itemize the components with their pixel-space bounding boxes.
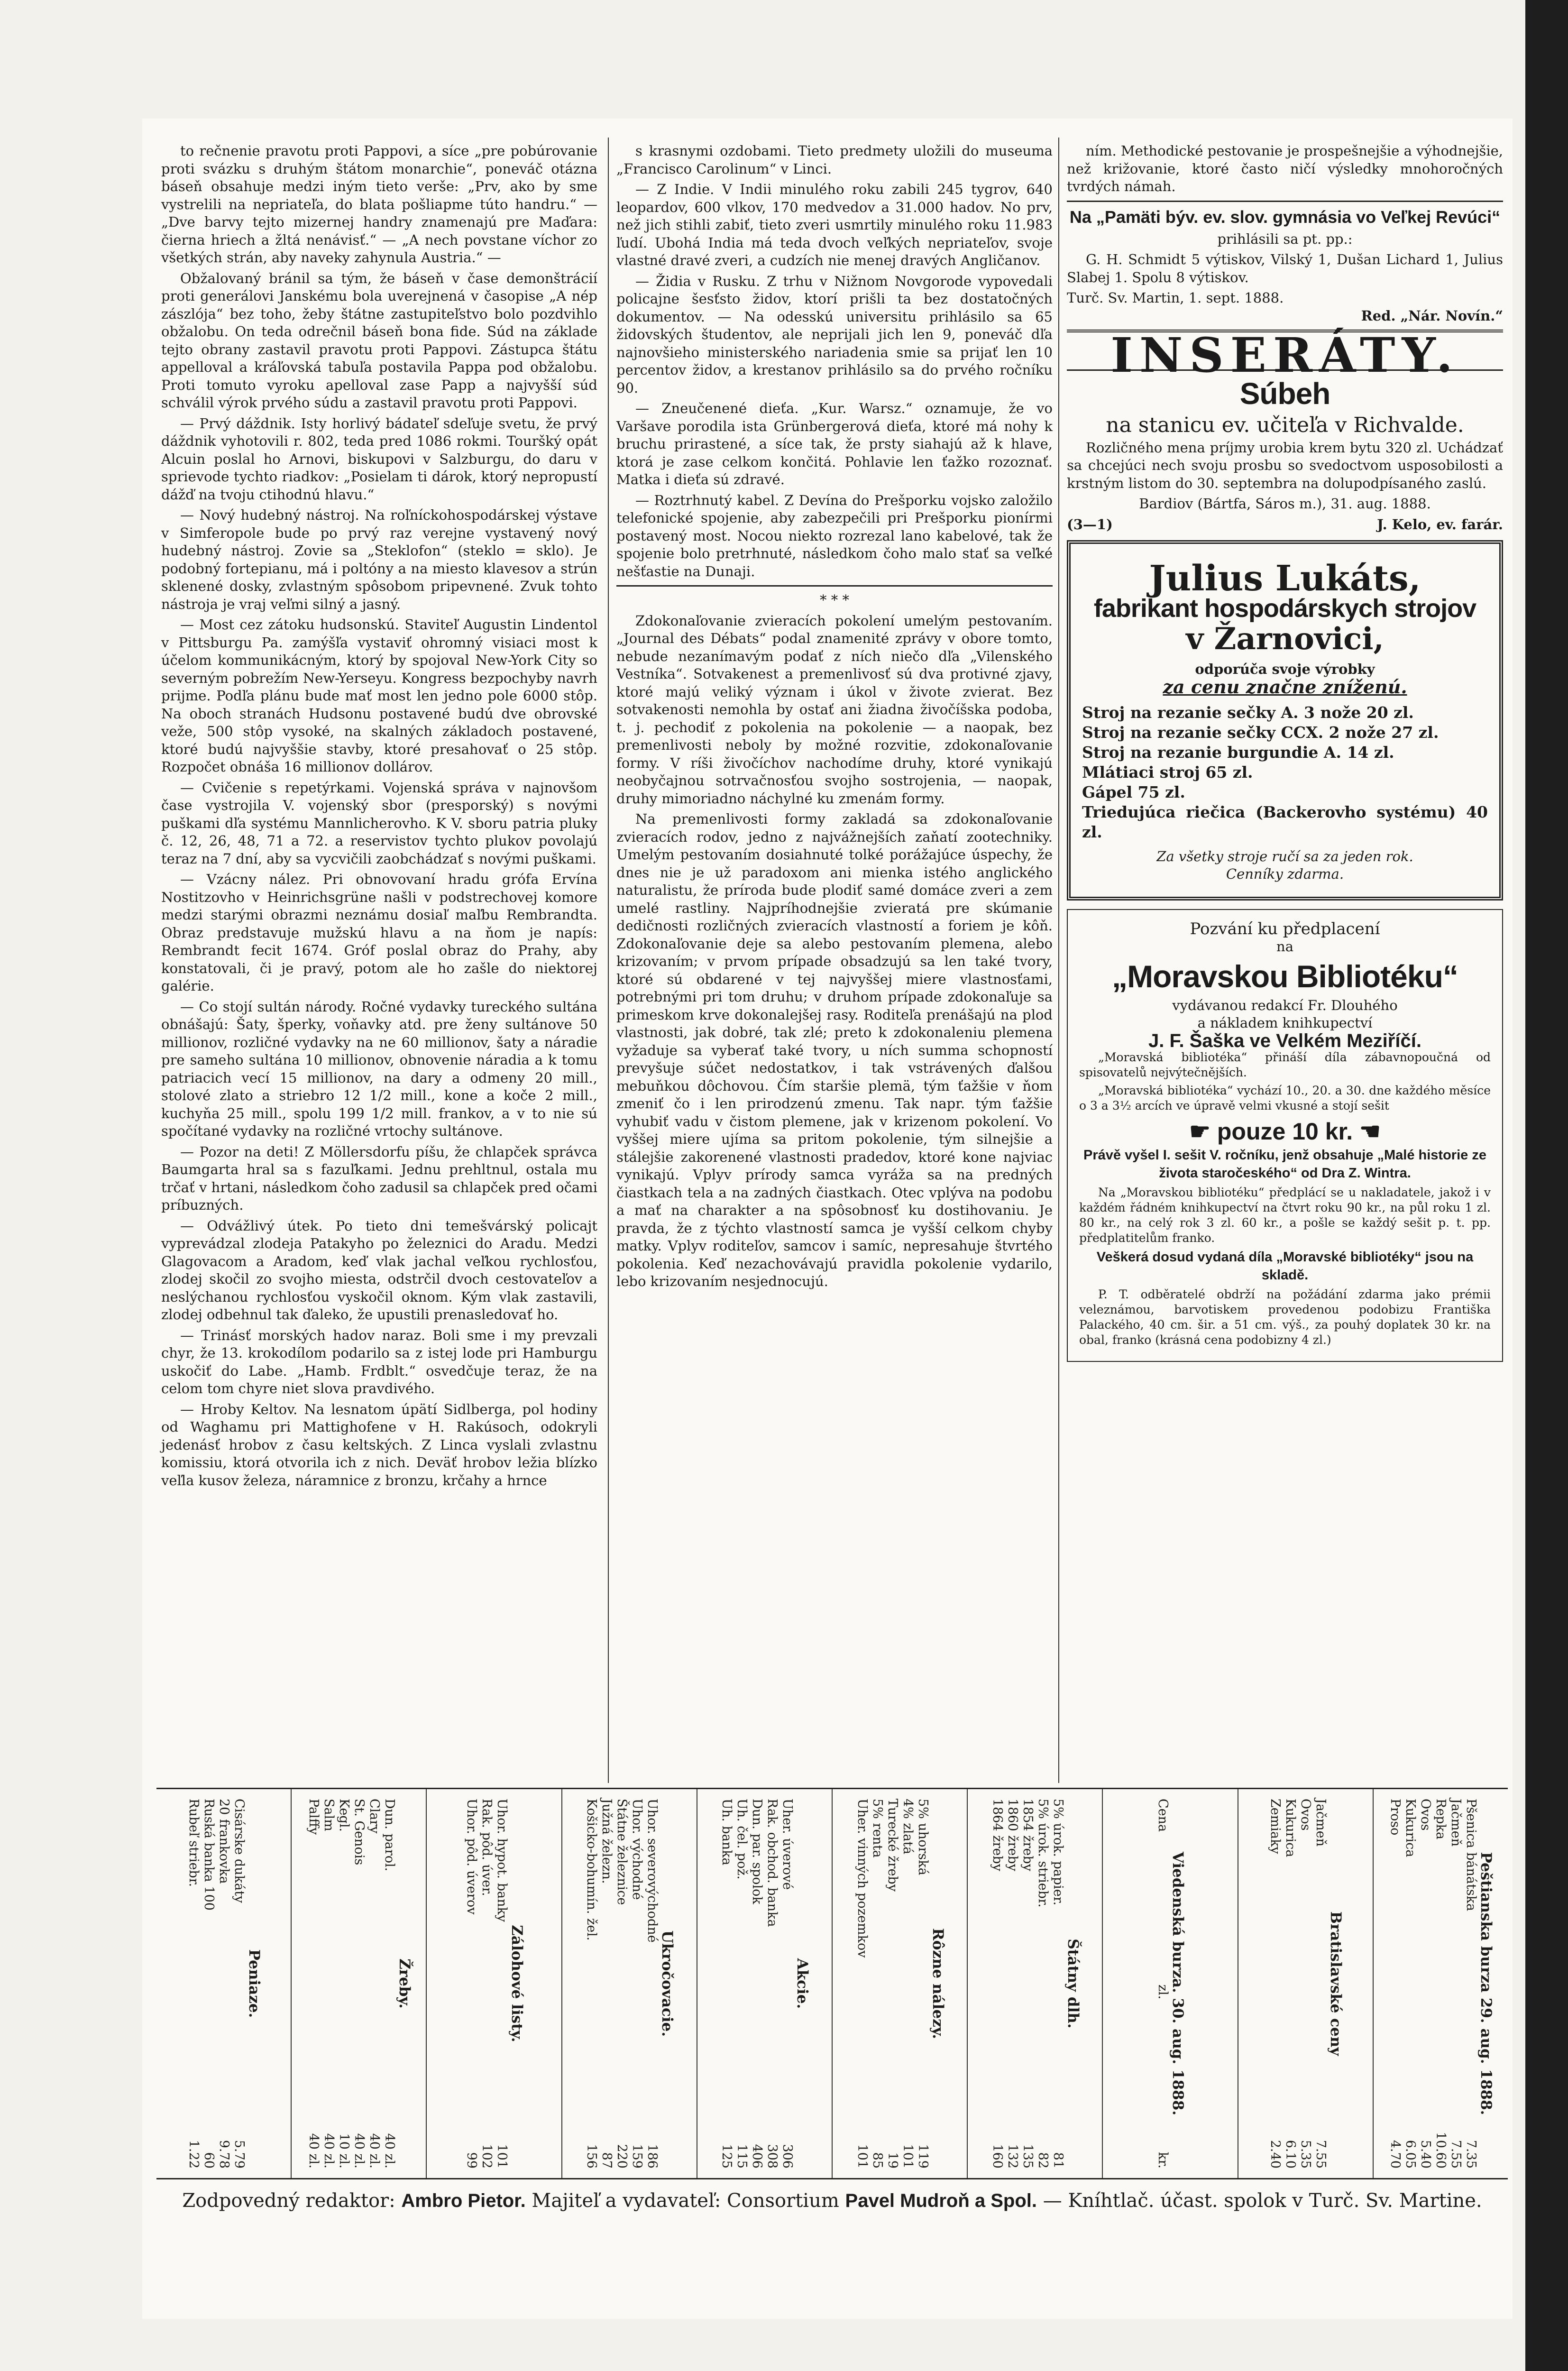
market-row-label: Zemiaky [1268,1799,1283,1854]
market-row-label: Rak. pôd. úver. [479,1799,494,1896]
market-row-value: 5.35 [1298,2140,1313,2169]
article-paragraph: to rečnenie pravotu proti Pappovi, a síce „pre pobúrovanie proti svázku s druhým štátom monarchie“, poneváč otázna báseň obsahuje medzi iným tieto verše: „Prv, ako by sme vystrelili na nepriateľa, do blata pošliapme túto handru.“ — „Dve barvy tejto mizernej handry znamenajú pre Maďara: čierna hriech a žltá nenávisť.“ — „A nech povstane víchor zo všetkých strán, aby naveky zahynula Austria.“ — [161,143,597,266]
section-rule [1067,201,1503,202]
market-table-title: Štátny dlh. [1064,1939,1082,2029]
market-table-title: Rôzne nálezy. [929,1928,946,2040]
market-table-title: Viedenská burza. 30. aug. 1888. [1169,1851,1187,2116]
market-row-value: 2.40 [1268,2140,1283,2169]
market-row-label: Ovos [1418,1799,1433,1831]
subeh-place: Bardiov (Bártfa, Sáros m.), 31. aug. 1888. [1139,496,1431,512]
market-row-label: Dun. parol. [382,1799,397,1872]
market-row-label: 1854 žreby [1020,1799,1035,1871]
lukats-item: Stroj na rezanie sečky CCX. 2 nože 27 zl. [1082,723,1439,742]
market-row-value: 132 [1005,2144,1020,2169]
market-table [1103,1789,1238,2178]
article-paragraph: — Trinásť morských hadov naraz. Boli sme i my prevzali chyr, že 13. krokodílom podarilo sa z istej lode pri Hamburgu uskočiť do Labe. „Hamb. Frdblt.“ osvedčuje teraz, že na celom tom chyre niet slova pravdivého. [161,1327,597,1397]
news-column-1 [161,142,597,1492]
lukats-name: Julius Lukáts, [1149,558,1421,599]
article-paragraph: — Most cez zátoku hudsonskú. Staviteľ Augustin Lindentol v Pittsburgu Pa. zamýšľa vystaviť ohromný visiaci most k účelom kommunikácným, ktorý by spojoval New-York City so severným pobrežím New-Yerseyu. Kongress bezpochyby navrh prijme. Podľa plánu bude mať most len jedno pole 6000 stôp. Na oboch stranách Hudsonu postavené budú dve obrovské veže, 500 stôp vysoké, na skalných základoch postavené, ktoré budú najvyššie stavby, ktoré presahovať o 25 stôp. Rozpočet obnáša 16 millionov dollárov. [161,616,597,775]
imprint-footer [156,2190,1508,2212]
market-row-label: Turecké žreby [885,1799,900,1892]
market-row-value: 135 [1020,2144,1035,2169]
article-paragraph: — Vzácny nález. Pri obnovovaní hradu grófa Ervína Nostitzovho v Heinrichsgrüne našli v podstrechovej komore medzi starými obrazmi neznámu dosiaľ maľbu Rembrandta. Obraz predstavuje mužskú hlavu a na ňom je napís: Rembrandt fecit 1674. Gróf poslal obraz do Prahy, aby konstatovali, či je pravý, potom ale ho zašle do niektorej galérie. [161,871,597,994]
article-paragraph: — Z Indie. V Indii minulého roku zabili 245 tygrov, 640 leopardov, 600 vlkov, 170 medvedov a 31.000 hadov. No prv, než jich stihli zabiť, tieto zveri usmrtily minulého roku 11.983 ľudí. Ubohá India má teda dvoch veľkých nepriateľov, svoje vlastné dravé zveri, a cudzích nie menej dravých Angličanov. [616,181,1053,268]
market-row-value: 101 [495,2144,509,2169]
market-table [697,1789,833,2178]
mb-publisher: a nákladem knihkupectví [1197,1015,1373,1031]
market-table-title: Žreby. [395,1958,413,2009]
market-table [1374,1789,1508,2178]
mb-paragraph: Na „Moravskou bibliotéku“ předplácí se u nakladatele, jakož i v každém řádném knihkupectví na čtvrt roku 90 kr., na půl roku 1 zl. 80 kr., na celý rok 3 zl. 60 kr., a pošle se každý sešit p. t. pp. předplatitelům franko. [1079,1186,1491,1245]
article-paragraph: s krasnymi ozdobami. Tieto predmety uložili do museuma „Francisco Carolinum“ v Linci. [616,143,1053,177]
footer-text: Majiteľ a vydavateľ: Consortium [532,2190,839,2212]
market-row-label: 5% úrok. striebr. [1035,1799,1050,1908]
market-row-value: 406 [750,2144,765,2169]
article-paragraph: — Roztrhnutý kabel. Z Devína do Prešporku vojsko založilo telefonické spojenie, aby zabezpečili pri Prešporku pionírmi postavený most. Nocou niekto rozrezal lano kabelové, tak že spojenie bolo pretrhnuté, následkom čoho malo stať sa veľké nešťastie na Dunaji. [616,492,1053,579]
gymnasium-notice-place: Turč. Sv. Martin, 1. sept. 1888. [1067,290,1284,306]
market-row-value: 7.55 [1449,2140,1464,2169]
market-row-label: 5% renta [870,1799,885,1858]
article-paragraph: Zdokonaľovanie zvieracích pokolení umelým pestovaním. „Journal des Débats“ podal znamenité zprávy v obore tomto, nebude nezanímavým podať z ních niečo dľa „Vilenského Vestníka“. Sotvakenest a premenlivosť sú dva protivné zjavy, ktoré majú veliký význam i úkol v živote zvierat. Bez sotvakenosti nemohla by ostať ani žiadna živočíšska podoba, t. j. pechodiť z pokolenia na pokolenie — a naopak, bez premenlivosti neboly by možné rozvitie, zdokonaľovanie formy. V ríši živočíchov nachodíme druhy, ktoré vynikajú neobyčajnou sotrvačnosťou svojho sostrojenia, — naopak, druhy mimoriadno náchylné ku zmenám formy. [616,612,1053,807]
market-row-label: zl. [1155,1984,1171,2000]
lukats-offer-1: odporúča svoje výrobky [1195,661,1375,677]
market-row-value: 6.05 [1403,2140,1418,2169]
market-row-value: 7.55 [1313,2140,1329,2169]
gymnasium-notice-sub: prihlásili sa pt. pp.: [1217,230,1353,247]
lukats-item: Gápel 75 zl. [1082,782,1185,801]
market-table [156,1789,292,2178]
market-row-value: 308 [765,2144,780,2169]
market-row-label: 1864 žreby [990,1799,1005,1871]
market-row-value: 119 [915,2144,930,2169]
market-row-value: 101 [854,2144,870,2169]
footer-text: — Kníhtlač. účast. spolok v Turč. Sv. Martine. [1043,2190,1482,2212]
market-row-value: 102 [479,2144,494,2169]
footer-editor: Ambro Pietor. [401,2190,526,2211]
market-row-value: 40 zl. [321,2133,336,2169]
market-row-value: 115 [734,2144,750,2169]
market-row-value: 40 zl. [367,2133,382,2169]
market-row-value: 10 zl. [336,2133,351,2169]
market-row-value: 4.70 [1388,2140,1403,2169]
market-table-title: Bratislavské ceny [1327,1911,1345,2056]
market-row-label: Cisárske dukáty [231,1799,247,1903]
market-row-label: Uher. vinných pozemkov [854,1799,870,1958]
market-table-title: Zálohové listy. [508,1925,525,2042]
market-row-label: Palffy [306,1799,321,1835]
subeh-sign: J. Kelo, ev. farár. [1377,516,1503,533]
article-paragraph: — Odvážlivý útek. Po tieto dni temešvárský policajt vyprevádzal zlodeja Patakyho po železnici do Aradu. Medzi Glagovacom a Aradom, keď vlak jachal veľkou rychlosťou, zlodej skočil zo svojho miesta, odstrčil dvoch cestovateľov a neslýchanou rychlosťou vyskočil oknom. Kým vlak zastavili, zlodej odbehnul tak ďaleko, že upustili prenasledovať ho. [161,1217,597,1323]
market-row-value: 220 [614,2144,630,2169]
market-row-label: 4% zlatá [900,1799,915,1855]
article-paragraph: — Hroby Keltov. Na lesnatom úpätí Sidlberga, pol hodiny od Waghamu pri Mattighofene v H. Rakúsoch, odokryli jedenásť hrobov z času keltských. Z Linca vyslali zvlastnu komissiu, ktorá otvorila ich z nich. Deväť hrobov ležia blízko veľla kusov železa, náramnice z bronzu, krčahy a hrnce [161,1401,597,1489]
market-table [562,1789,697,2178]
article-paragraph: — Pozor na deti! Z Möllersdorfu píšu, že chlapček správca Baumgarta hral sa s fazuľkami. Jednu prehltnul, ostala mu trčať v hrtani, následkom čoho zadusil sa chlapček pred očami príbuzných. [161,1143,597,1213]
subeh-subtitle: na stanicu ev. učiteľa v Richvalde. [1106,413,1464,437]
ads-column [1067,142,1503,1362]
article-paragraph: ním. Methodické pestovanie je prospešnejšie a výhodnejšie, než križovanie, ktoré často ničí výsledky mnohoročných tvrdých námah. [1067,143,1503,194]
market-row-value: 1.22 [186,2140,201,2169]
market-row-value: 6.10 [1283,2140,1298,2169]
lukats-price: Cenníky zdarma. [1226,866,1344,882]
market-row-label: Pšenica bánátska [1464,1799,1479,1912]
market-row-label: kr. [1155,2152,1171,2169]
market-table [1238,1789,1374,2178]
lukats-offer-2: za cenu značne zníženú. [1163,676,1407,698]
market-row-label: Salm [321,1799,336,1831]
market-row-label: Dun. par. spolok [750,1799,765,1904]
market-tables [156,1788,1508,2179]
market-table [833,1789,968,2178]
market-row-value: 5.79 [231,2140,247,2169]
market-row-label: Rubeľ striebr. [186,1799,201,1887]
market-row-label: Cena [1155,1799,1171,1832]
market-row-label: 20 frankovka [216,1799,231,1884]
market-row-value: 306 [780,2144,795,2169]
market-row-label: Uhor. severovýchodné [645,1799,660,1943]
mb-invite: Pozvání ku předplacení [1190,919,1380,938]
mb-paragraph: „Moravská bibliotéka“ vychází 10., 20. a 30. dne každého měsíce o 3 a 3¹⁄₂ arcích ve úpravě velmi vkusné a stojí sešit [1079,1084,1491,1112]
market-row-label: 5% uhorská [915,1799,930,1875]
article-paragraph: — Cvičenie s repetýrkami. Vojenská správa v najnovšom čase vystrojila V. vojenský sbor (presporský) s novými puškami dľa systému Mannlicherovho. K V. sboru patria pluky č. 12, 26, 48, 71 a 72. a reservistov tychto plukov povolajú teraz na 7 dní, aby sa vycvičili zaobchádzať s novými puškami. [161,779,597,867]
market-table-title: Ukročovacie. [659,1930,676,2037]
market-row-value: 160 [990,2144,1005,2169]
market-row-label: 1860 žreby [1005,1799,1020,1871]
market-row-label: Ruská banka 100 [201,1799,216,1911]
market-row-label: Uhor. pôd. úverov [464,1799,479,1915]
lukats-role: fabrikant hospodárskych strojov [1093,594,1476,623]
market-row-value: 9.78 [216,2140,231,2169]
pointing-hand-icon: ☛ [1189,1118,1210,1145]
lukats-item: Triedujúca riečica (Backerovho systému) 40 zl. [1082,802,1488,841]
lukats-item: Stroj na rezanie sečky A. 3 nože 20 zl. [1082,703,1414,722]
market-row-label: St. Genois [351,1799,367,1866]
market-row-label: Štátne železnice [614,1799,630,1905]
market-row-value: 40 zl. [382,2133,397,2169]
market-row-label: Kukurica [1283,1799,1298,1857]
market-row-value: 125 [719,2144,734,2169]
subeh-ref: (3—1) [1067,516,1113,533]
market-row-value: 81 [1050,2152,1065,2169]
section-stars: * * * [820,592,849,608]
pointing-hand-icon: ☚ [1359,1118,1381,1145]
article-paragraph: — Prvý dáždnik. Isty horlivý bádateľ sdeľuje svetu, že prvý dáždnik vyhotovili r. 802, teda pred 1086 rokmi. Touršký opát Alcuin poslal ho Arnovi, biskupovi v Salzburgu, do daru v sprievode tychto riadkov: „Posielam ti dárok, ktorý nepropustí dážď na tvoju ctihodnú hlavu.“ [161,415,597,503]
mb-paragraph: Veškerá dosud vydaná díla „Moravské bibliotéky“ jsou na skladě. [1096,1250,1474,1283]
footer-publisher: Pavel Mudroň a Spol. [845,2190,1037,2211]
market-row-value: 7.35 [1464,2140,1479,2169]
market-row-value: 186 [645,2144,660,2169]
mb-paragraph: „Moravská bibliotéka“ přináší díla zábavnopoučná od spisovatelů nejvýtečnějších. [1079,1050,1491,1079]
market-row-value: 159 [630,2144,645,2169]
market-row-label: Kukurica [1403,1799,1418,1857]
section-rule [616,585,1053,587]
market-row-value: 99 [464,2152,479,2169]
mb-na: na [1276,938,1293,955]
mb-editor: vydávanou redakcí Fr. Dlouhého [1172,997,1398,1013]
article-paragraph: — Co stojí sultán národy. Ročné vydavky tureckého sultána obnášajú: Šaty, šperky, voňavky atd. pre ženy sultánove 50 millionov, rozličné vydavky na ne 60 millionov, šaty a náradie pre sameho sultána 10 millionov, obnovenie náradia a k tomu patriacich vecí 15 millionov, na dary a odmeny 20 mill., stolové zlato a striebro 12 1/2 mill., kone a koče 2 mill., kuchyňa 25 mill., spolu 199 1/2 mill. frankov, a v to nie sú spočítané vydavky na rozličné vrtochy sultánove. [161,998,597,1139]
column-separator [608,138,609,1783]
lukats-advert [1067,540,1503,901]
gymnasium-notice-sign: Red. „Nár. Novín.“ [1361,307,1503,324]
column-separator [1058,138,1059,1783]
footer-text: Zodpovedný redaktor: [182,2190,395,2212]
mb-paragraph: Právě vyšel I. sešit V. ročníku, jenž obsahuje „Malé historie ze života staročeského“ od Dra Z. Wintra. [1083,1148,1486,1181]
market-row-label: Ovos [1298,1799,1313,1831]
market-row-label: Uher. úverové [780,1799,795,1890]
scan-edge [1525,0,1568,2371]
market-row-label: Uhor. hypot. banky [495,1799,509,1922]
market-row-value: 5.40 [1418,2140,1433,2169]
subeh-text: Rozličného mena príjmy urobia krem bytu 320 zl. Uchádzať sa chcejúci nech svoju prosbu so svedoctvom usposobilosti a krstným listom do 30. septembra na dolupodpísaného zaslú. [1067,439,1503,491]
market-row-label: Uh. čel. pož. [734,1799,750,1880]
market-row-value: 82 [1035,2152,1050,2169]
gymnasium-notice-title: Na „Pamäti býv. ev. slov. gymnásia vo Veľkej Revúci“ [1069,207,1501,227]
article-paragraph: Obžalovaný bránil sa tým, že báseň v čase demonštrácií proti generálovi Janskému bola uverejnená v časopise „A nép zászlója“ bez toho, žeby štátne zastupiteľstvo bolo pozdvihlo obžalobu. On teda odrečnil báseň bona fide. Súd na základe tejto obrany zastavil pravotu proti Pappovi. Zástupca štátu appelloval a kráľovská tabuľa postavila Pappa pod obžalobu. Proti tomuto vyroku apelloval zase Papp a najvyšší súd schválil výrok prvého súdu a zastavil pravotu proti Pappovi. [161,270,597,411]
market-row-label: Proso [1388,1799,1403,1836]
lukats-item: Mlátiaci stroj 65 zl. [1082,763,1253,781]
market-row-label: Jačmeň [1449,1799,1464,1847]
market-row-label: Jačmeň [1313,1799,1329,1847]
mb-title: „Moravskou Bibliotéku“ [1112,958,1458,994]
mb-paragraph: P. T. odběratelé obdrží na požádání zdarma jako prémii veleznámou, barvotiskem provedenou podobizu Františka Palackého, 40 cm. šir. a 51 cm. výš., za pouhý doplatek 30 kr. na obal, franko (krásná cena podobizny 4 zl.) [1079,1287,1491,1347]
inseraty-heading: INSERÁTY. [1110,327,1459,383]
lukats-place: v Žarnovici, [1186,621,1384,657]
market-row-value: 101 [900,2144,915,2169]
market-row-label: Uhor. východné [630,1799,645,1900]
moravska-advert [1067,909,1503,1362]
market-table-title: Peniaze. [245,1949,263,2018]
market-table [968,1789,1103,2178]
lukats-note: Za všetky stroje ručí sa za jeden rok. [1156,848,1413,864]
market-row-label: Uh. banka [719,1799,734,1866]
market-row-label: Košicko-bohumín. žel. [584,1799,599,1941]
market-row-label: Južná železn. [599,1799,614,1884]
market-row-label: Rak. obchod. banka [765,1799,780,1927]
subeh-title: Súbeh [1239,376,1330,411]
market-table [427,1789,562,2178]
market-row-value: 40 zl. [351,2133,367,2169]
market-row-value: 85 [870,2152,885,2169]
article-paragraph: — Židia v Rusku. Z trhu v Nižnom Novgorode vypovedali policajne šesťsto židov, ktorí prišli ta bez dostatočných dokumentov. — Na odesskú universitu prihlásilo sa 65 židovských študentov, ale neprijali jich len 9, poneváč dľa najnovšieho ministerského nariadenia smie sa prijať len 10 percentov židov, a krestanov prihlásilo sa do prvého ročníku 90. [616,273,1053,396]
market-row-value: 40 zl. [306,2133,321,2169]
market-row-value: 87 [599,2152,614,2169]
market-row-value: 10.60 [1433,2132,1449,2169]
market-row-value: 156 [584,2144,599,2169]
article-paragraph: — Zneučenené dieťa. „Kur. Warsz.“ oznamuje, že vo Varšave porodila ista Grünbergerová dieťa, ktoré má nohy k bruchu prirastené, a síce tak, že prsty siahajú až k hlave, ktorá je zase celkom končitá. Pohlavie len ťažko rozoznať. Matka i dieťa sú zdravé. [616,400,1053,487]
market-table-title: Peštianska burza 29. aug. 1888. [1477,1852,1495,2115]
mb-price: pouze 10 kr. [1217,1118,1353,1145]
market-row-label: Repka [1433,1799,1449,1840]
market-table-title: Akcie. [794,1958,811,2009]
gymnasium-notice-names: G. H. Schmidt 5 výtiskov, Vilský 1, Dušan Lichard 1, Julius Slabej 1. Spolu 8 výtiskov. [1067,251,1503,285]
lukats-item: Stroj na rezanie burgundie A. 14 zl. [1082,743,1394,762]
market-row-value: 60 [201,2152,216,2169]
market-row-value: 19 [885,2152,900,2169]
mb-firm: J. F. Šaška ve Velkém Meziříčí. [1148,1030,1421,1051]
market-row-label: Clary [367,1799,382,1834]
market-row-label: 5% úrok. papier. [1050,1799,1065,1906]
article-paragraph: Na premenlivosti formy zakladá sa zdokonaľovanie zvieracích rodov, jedno z najvážnejších zaňatí zootechniky. Umelým pestovaním dosiahnuté tolké porážajúce úspechy, že dnes nie je už paradoxom ani mienka istého anglického naturalistu, že príroda bude plodiť samé domáce zveri a zem umelé rastliny. Najpríhodnejšie zvieratá pre skúmanie dedičnosti rozličných zvieracích vlastností a foriem je kôň. Zdokonaľovanie deje sa alebo pestovaním plemena, alebo krizovaním; v prvom prípade obsadzujú sa len také tvory, ktoré sú obdarené v tej najvyššej miere vlastnosťami, potrebnými pri tom druhu; v druhom prípade zdokonaľuje sa primeskom krve dokonalejšej rasy. Roditeľa prenášajú na plod vlastnosti, jak dobré, tak zlé; preto k zdokonaleniu plemena vyžaduje sa vyberať také tvory, u ních summa schopností prevyšuje súčet nedostatkov, i tak vstrávených ďalšou mebuňkou dôchovou. Čím staršie plemä, tým ťažšie v ňom zmeniť čo i len prirodzenú zmenu. Tak napr. tým ťažšie vyhubiť vadu v čistom plemene, jak v krizenom pokolení. Vo vyššej miere ujíma sa pritom pokolenie, tým silnejšie a stálejšie zakorenené vlastnosti pradedov, ktoré kone najviac vynikajú. Vplyv prírody samca vyráža sa na predných čiastkach tela a na zadných čiastkach. Otec vplýva na podobu a mať na charakter a na spôsobnosť ku dostihovaniu. Je pravda, že z týchto vlastností samca je vyšší celkom chyby matky. Vplyv roditeľov, samcov i samíc, nepresahuje štvrtého pokolenia. Keď nezachovávajú pravidla pokolenie vydarilo, lebo krizovaním nesjednocujú. [616,811,1053,1289]
market-table [292,1789,427,2178]
news-column-2 [616,142,1053,1294]
article-paragraph: — Nový hudebný nástroj. Na roľníckohospodárskej výstave v Simferopole bude po prvý raz verejne vystavený nový hudebný nástroj. Zovie sa „Steklofon“ (steklo = sklo). Je podobný fortepianu, má i poltóny a na miesto klavesov a strún sklenené dosky, zvlastným spôsobom pripevnené. Zvuk tohto nástroja je vraj veľmi silný a jasný. [161,507,597,612]
market-row-label: Kegl. [336,1799,351,1832]
